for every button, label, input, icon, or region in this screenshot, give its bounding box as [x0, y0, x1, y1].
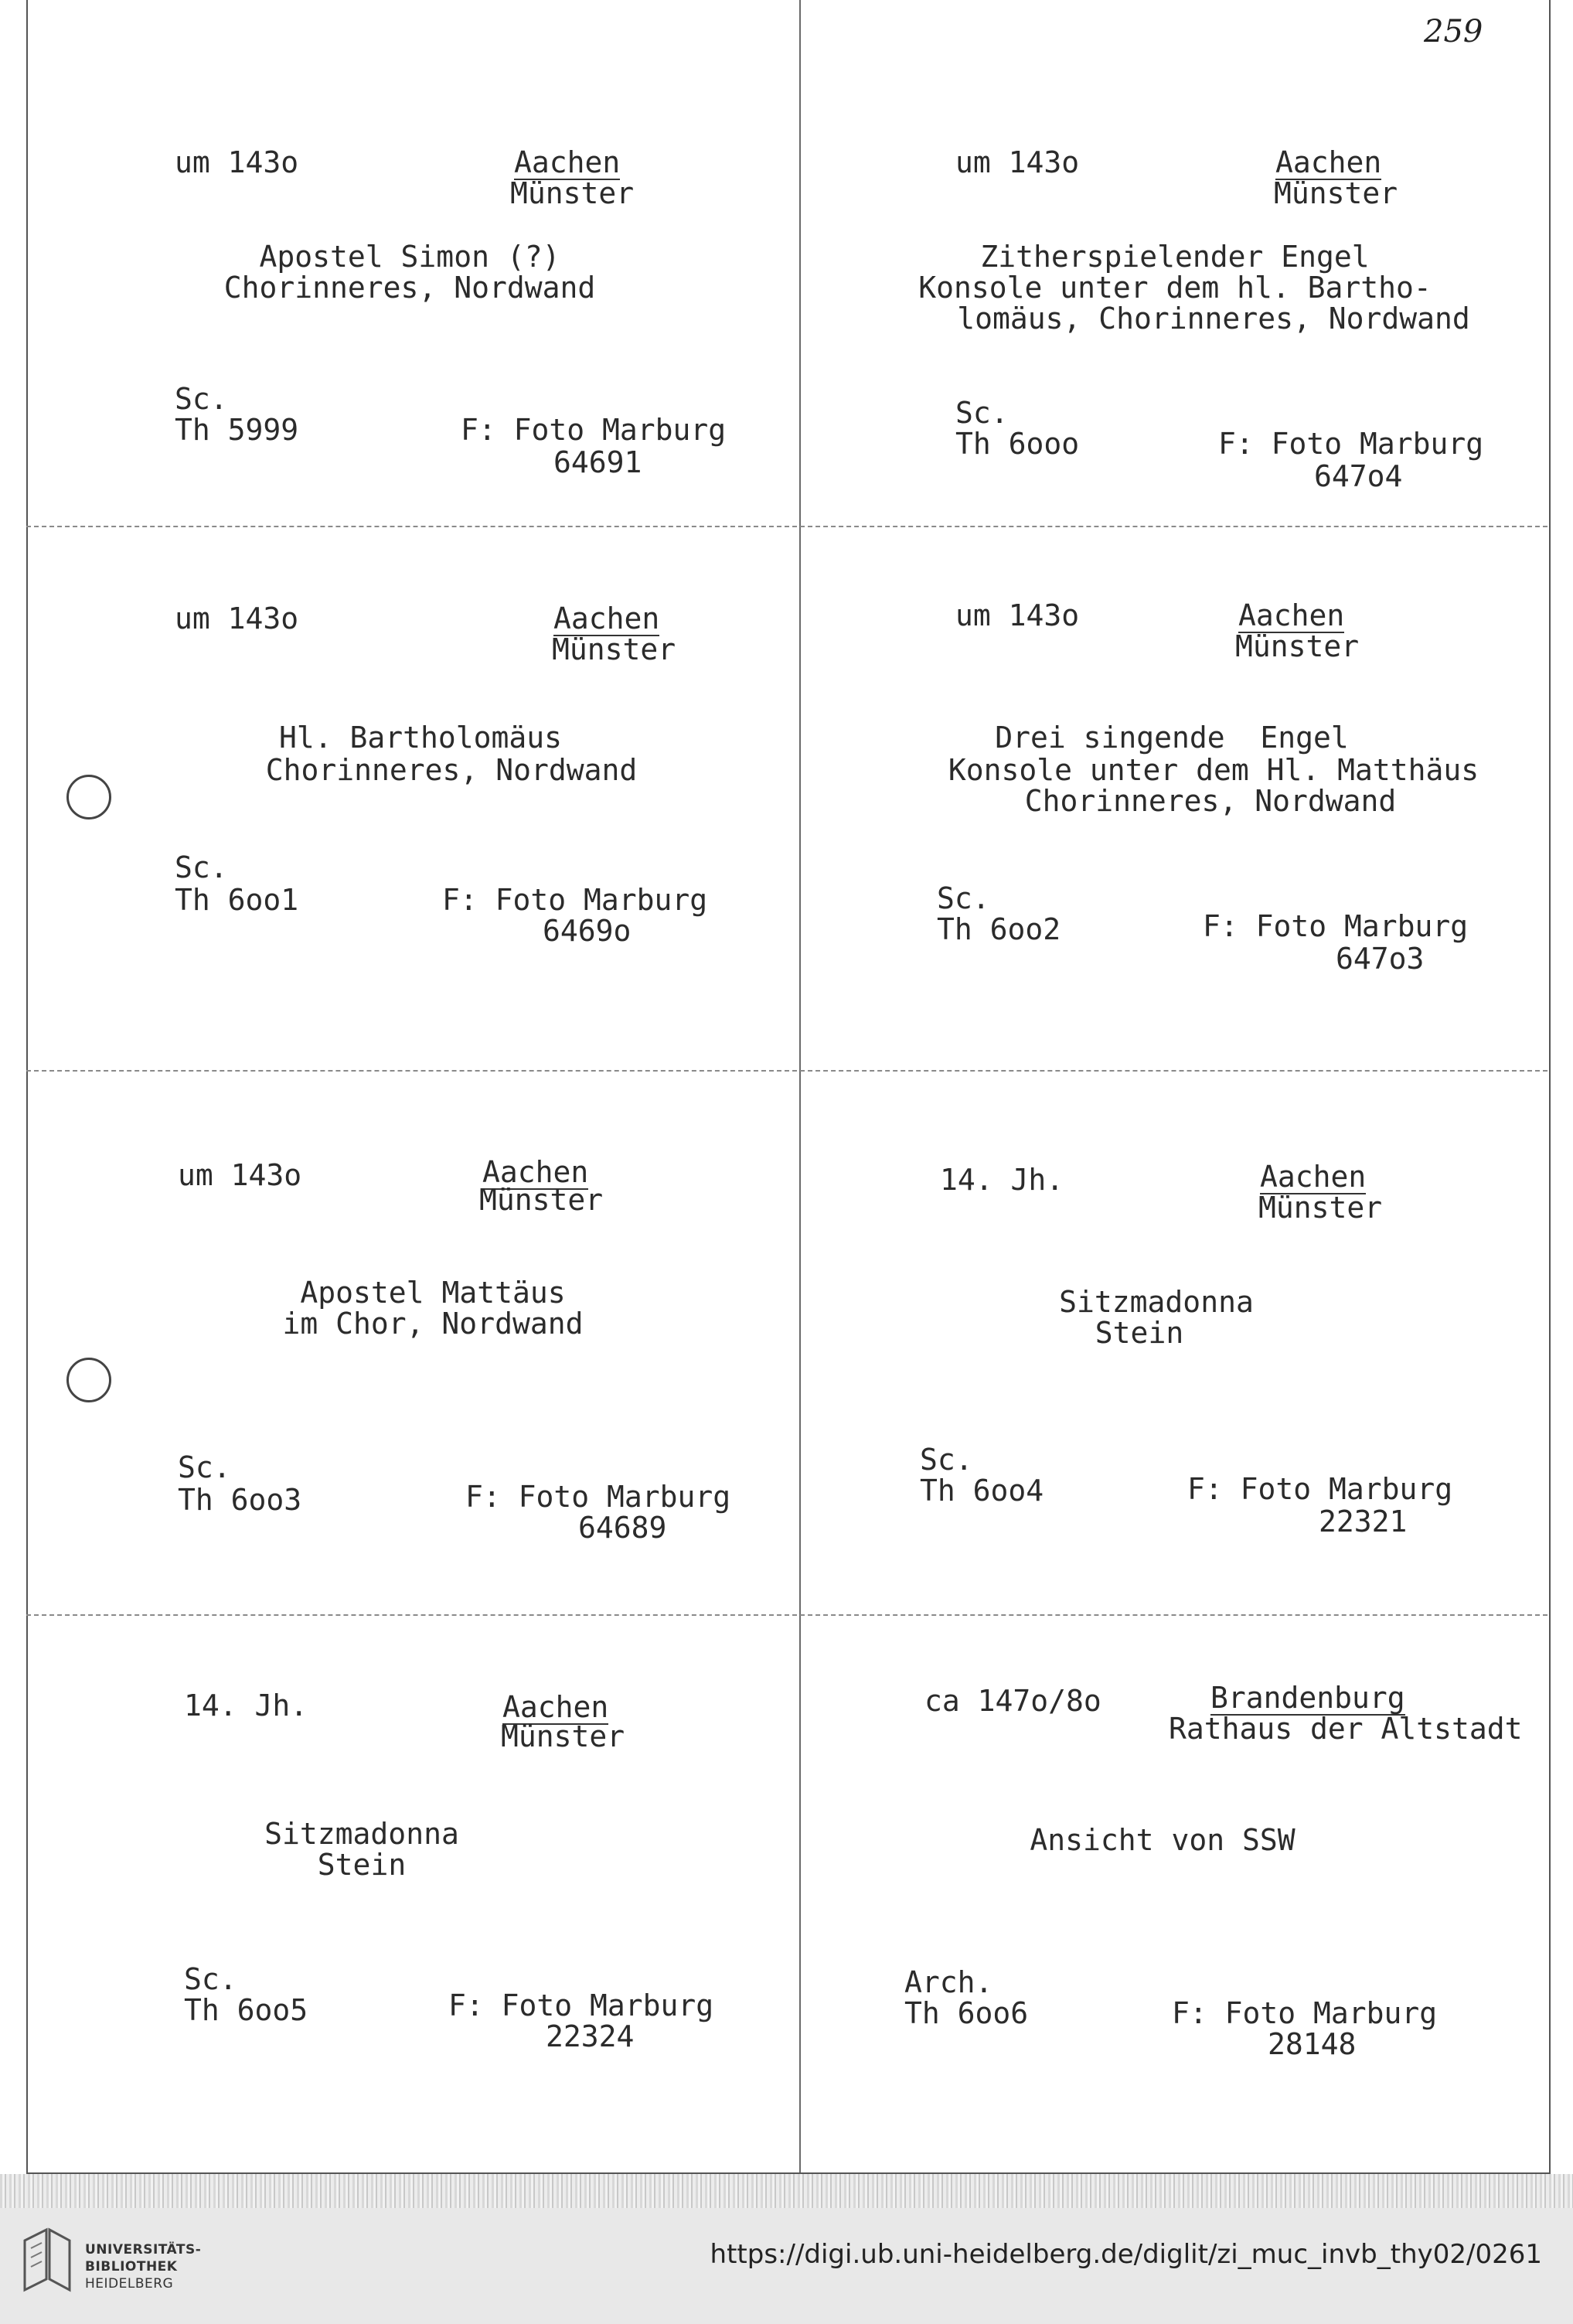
- card-inventory-number: Th 5999: [175, 413, 299, 447]
- card-photo-source: F: Foto Marburg: [1187, 1472, 1453, 1506]
- card-place: Aachen: [502, 1690, 609, 1724]
- card-building: Rathaus der Altstadt: [1169, 1712, 1523, 1746]
- card-category: Sc.: [920, 1443, 973, 1477]
- scan-edge-strip: [0, 2174, 1573, 2208]
- card-description-line: Chorinneres, Nordwand: [223, 271, 596, 305]
- library-name-line1: UNIVERSITÄTS-: [85, 2242, 202, 2258]
- card-inventory-number: Th 6oo4: [920, 1474, 1044, 1508]
- card-description-line: Ansicht von SSW: [1030, 1823, 1296, 1857]
- card-place: Aachen: [514, 145, 621, 179]
- punch-hole-bottom: [66, 1358, 111, 1402]
- card-description-line: Stein: [1095, 1316, 1184, 1350]
- card-description-line: Apostel Simon (?): [259, 240, 560, 274]
- card-description-line: Apostel Mattäus: [300, 1276, 566, 1310]
- card-building: Münster: [510, 176, 635, 210]
- vertical-divider: [799, 0, 801, 2172]
- card-inventory-number: Th 6oo2: [937, 912, 1061, 946]
- card-photo-source: F: Foto Marburg: [442, 883, 708, 917]
- card-photo-number: 22321: [1319, 1504, 1408, 1539]
- page-number: 259: [1424, 14, 1483, 49]
- row-divider-2: [26, 1070, 1547, 1072]
- card-description-line: Konsole unter dem Hl. Matthäus: [948, 753, 1479, 787]
- card-building: Münster: [501, 1719, 625, 1753]
- card-photo-number: 64689: [578, 1511, 667, 1545]
- card-photo-number: 28148: [1268, 2027, 1357, 2061]
- card-photo-source: F: Foto Marburg: [1203, 909, 1469, 943]
- card-description-line: im Chor, Nordwand: [282, 1307, 584, 1341]
- library-name-line2: BIBLIOTHEK: [85, 2259, 178, 2275]
- card-place: Brandenburg: [1210, 1681, 1405, 1715]
- card-inventory-number: Th 6oo5: [184, 1993, 308, 2027]
- card-building: Münster: [552, 632, 676, 666]
- card-date: um 143o: [175, 145, 299, 179]
- card-description-line: Chorinneres, Nordwand: [265, 753, 638, 787]
- card-category: Sc.: [184, 1962, 237, 1996]
- card-date: um 143o: [175, 601, 299, 636]
- card-category: Arch.: [904, 1965, 993, 1999]
- card-place: Aachen: [1275, 145, 1382, 179]
- row-divider-3: [26, 1614, 1547, 1616]
- card-category: Sc.: [937, 881, 990, 915]
- card-date: um 143o: [178, 1158, 302, 1192]
- card-description-line: Sitzmadonna: [1059, 1285, 1254, 1319]
- card-photo-source: F: Foto Marburg: [1172, 1996, 1438, 2030]
- punch-hole-top: [66, 775, 111, 820]
- card-photo-number: 647o3: [1336, 942, 1425, 976]
- card-description-line: Drei singende Engel: [995, 721, 1349, 755]
- card-building: Münster: [1235, 629, 1360, 663]
- card-inventory-number: Th 6oo3: [178, 1483, 302, 1517]
- card-category: Sc.: [175, 382, 228, 416]
- card-inventory-number: Th 6oo6: [904, 1996, 1029, 2030]
- card-place: Aachen: [1238, 598, 1345, 632]
- card-place: Aachen: [1260, 1160, 1367, 1194]
- card-photo-number: 22324: [546, 2019, 635, 2053]
- card-building: Münster: [1258, 1191, 1383, 1225]
- card-description-line: Hl. Bartholomäus: [278, 721, 563, 755]
- card-photo-source: F: Foto Marburg: [461, 413, 727, 447]
- row-divider-1: [26, 526, 1547, 527]
- card-date: 14. Jh.: [940, 1163, 1064, 1197]
- card-date: 14. Jh.: [184, 1688, 308, 1723]
- card-place: Aachen: [553, 601, 660, 636]
- card-description-line: Konsole unter dem hl. Bartho-: [918, 271, 1432, 305]
- card-date: um 143o: [955, 145, 1080, 179]
- card-place: Aachen: [482, 1155, 589, 1189]
- card-description-line: Chorinneres, Nordwand: [1024, 784, 1397, 818]
- card-description-line: Zitherspielender Engel: [980, 240, 1370, 274]
- card-photo-source: F: Foto Marburg: [448, 1988, 714, 2022]
- digitization-footer: [0, 2208, 1573, 2324]
- card-photo-number: 64691: [553, 445, 642, 479]
- card-category: Sc.: [955, 396, 1009, 430]
- card-inventory-number: Th 6oo1: [175, 883, 299, 917]
- card-date: um 143o: [955, 598, 1080, 632]
- card-description-line: Stein: [317, 1848, 407, 1882]
- card-photo-number: 647o4: [1314, 459, 1403, 493]
- card-photo-number: 6469o: [543, 914, 632, 948]
- card-description-line: Sitzmadonna: [264, 1817, 459, 1851]
- library-logo-icon: [20, 2225, 74, 2295]
- card-description-line: lomäus, Chorinneres, Nordwand: [957, 302, 1470, 336]
- source-url-link[interactable]: https://digi.ub.uni-heidelberg.de/diglit/zi_muc_invb_thy02/0261: [710, 2239, 1542, 2270]
- card-inventory-number: Th 6ooo: [955, 427, 1080, 461]
- card-category: Sc.: [175, 850, 228, 884]
- card-photo-source: F: Foto Marburg: [1218, 427, 1484, 461]
- card-date: ca 147o/8o: [924, 1684, 1101, 1718]
- library-city: HEIDELBERG: [85, 2276, 174, 2292]
- card-category: Sc.: [178, 1450, 231, 1484]
- card-building: Münster: [479, 1183, 604, 1217]
- card-photo-source: F: Foto Marburg: [465, 1480, 731, 1514]
- card-building: Münster: [1274, 176, 1398, 210]
